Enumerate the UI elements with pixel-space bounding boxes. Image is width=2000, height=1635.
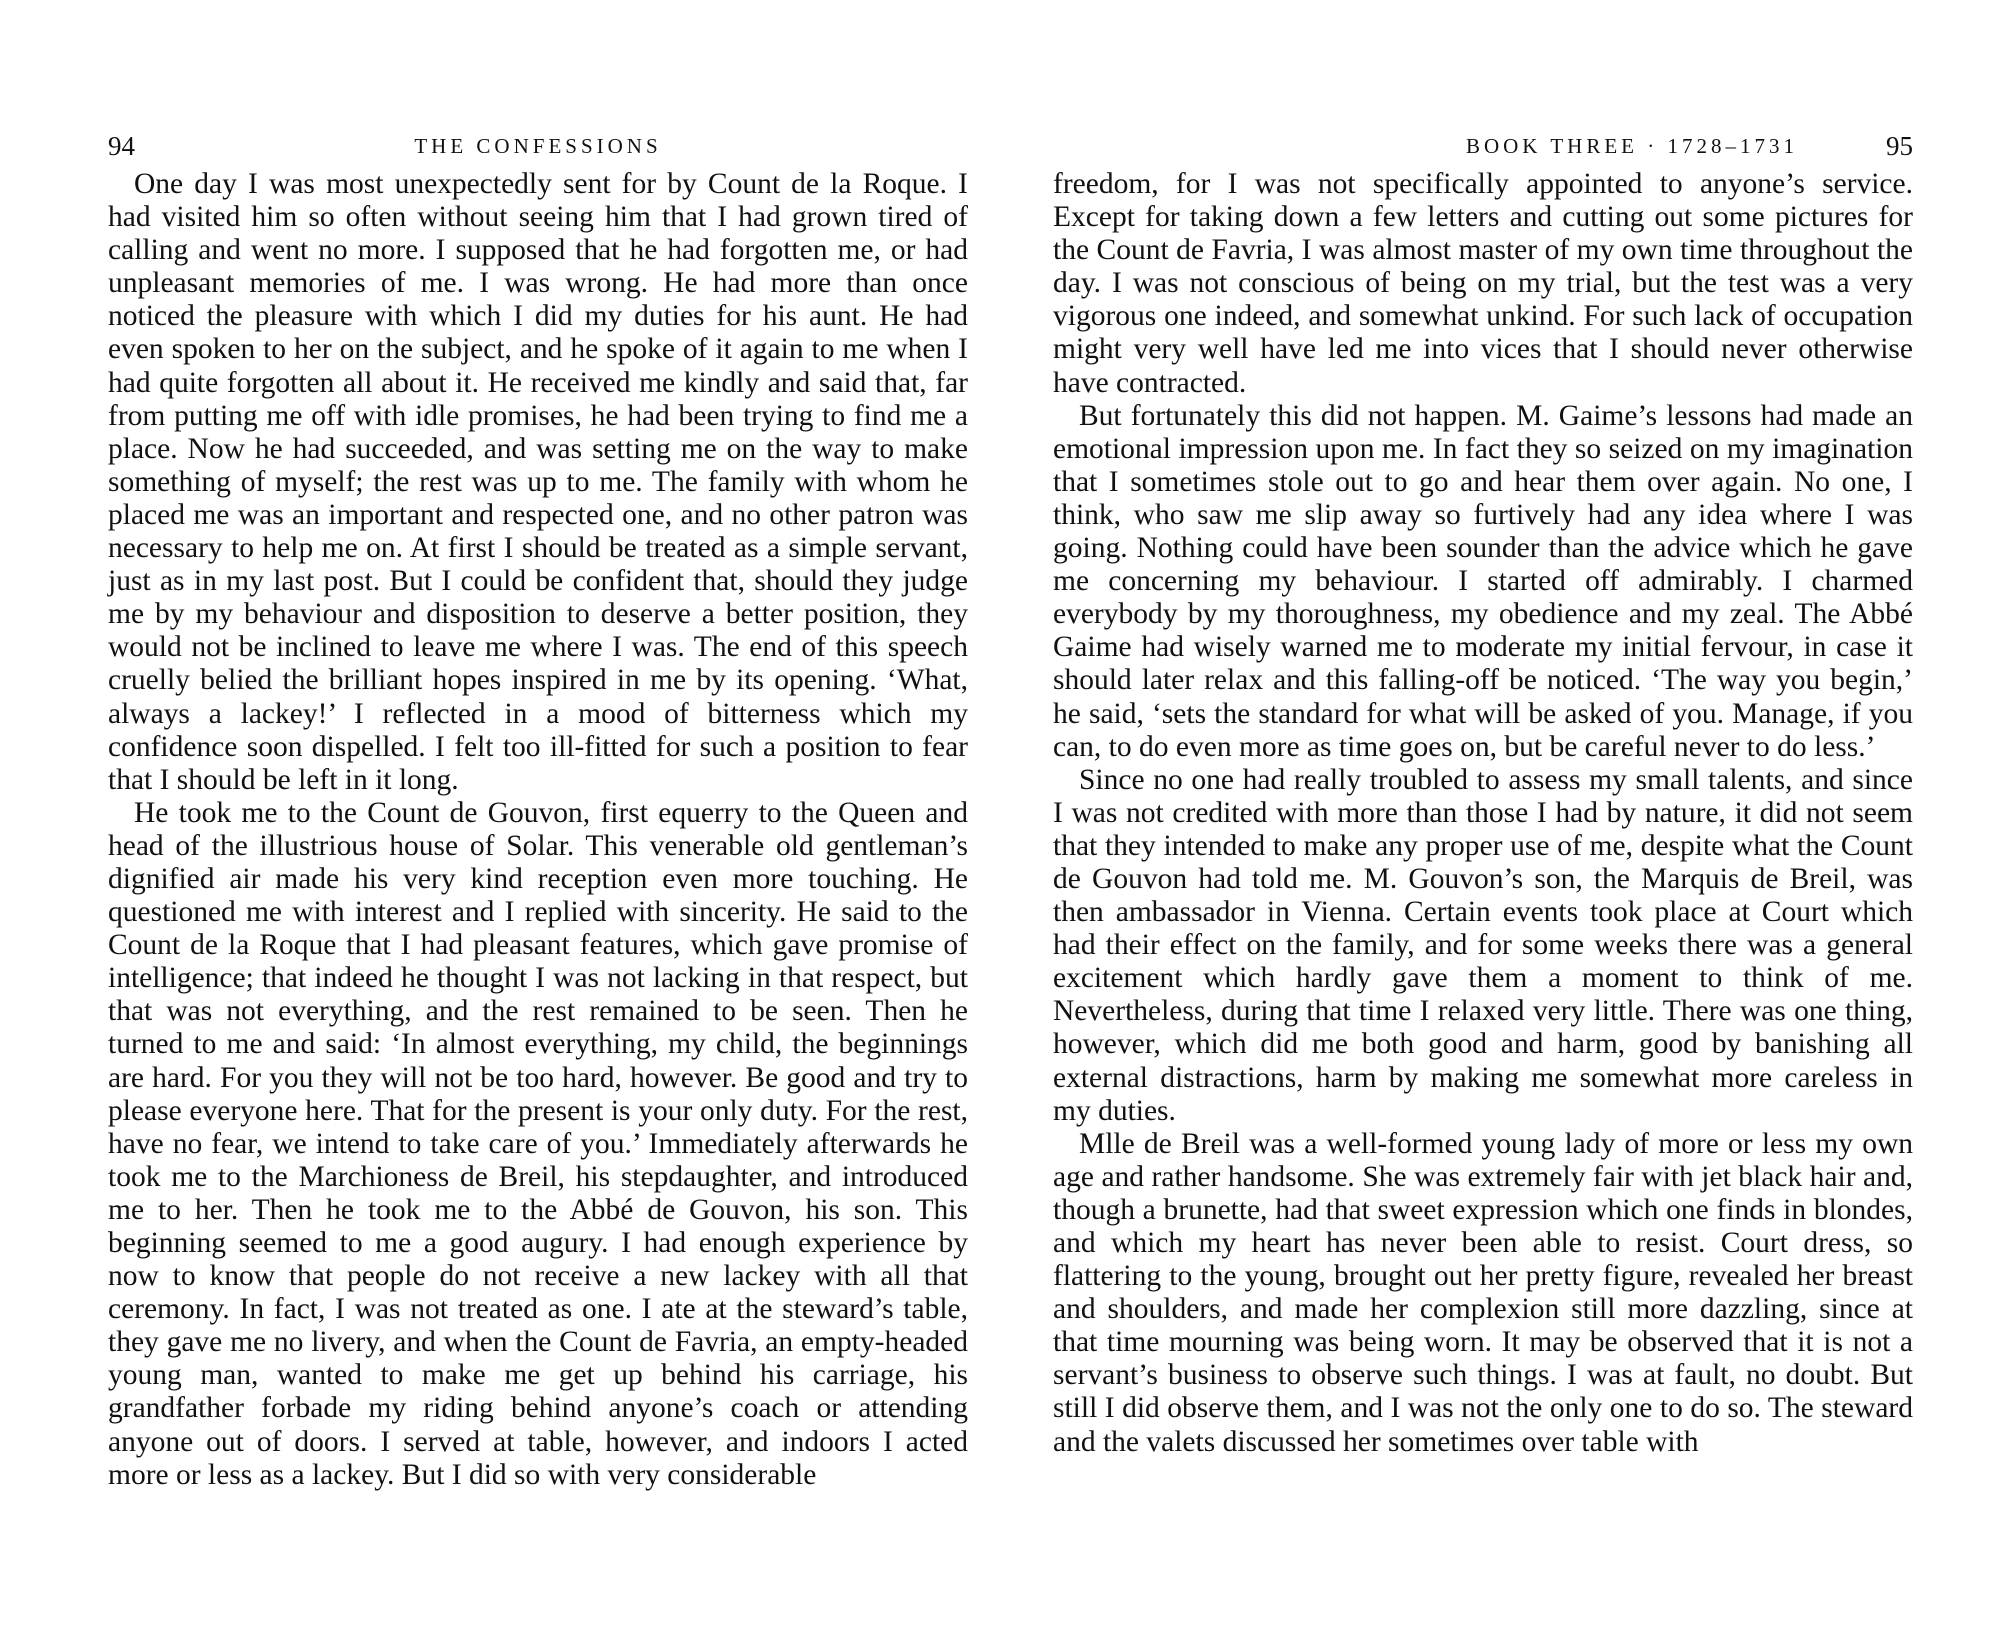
left-page xyxy=(108,128,968,1492)
right-page xyxy=(1053,128,1913,1459)
page-number-right: 95 xyxy=(1886,131,1913,161)
running-head-title-right: BOOK THREE · 1728–1731 xyxy=(1465,134,1798,158)
running-head-title-left: THE CONFESSIONS xyxy=(414,134,662,158)
page-number-left: 94 xyxy=(108,131,135,161)
continuation-paragraph: freedom, for I was not specifically appointed to anyone’s service. Except for taking down a few letters and cutting out some pictures for the Count de Favria, I was almost master of my own time throughout the day. I was not conscious of being on my trial, but the test was a very vigorous one indeed, and somewhat unkind. For such lack of occupation might very well have led me into vices that I should never otherwise have contracted. xyxy=(1053,168,1913,399)
paragraph: He took me to the Count de Gouvon, first equerry to the Queen and head of the illustrious house of Solar. This venerable old gentleman’s dignified air made his very kind reception even more touching. He questioned me with interest and I replied with sincerity. He said to the Count de la Roque that I had pleasant features, which gave promise of intelligence; that indeed he thought I was not lacking in that respect, but that was not everything, and the rest remained to be seen. Then he turned to me and said: ‘In almost everything, my child, the beginnings are hard. For you they will not be too hard, however. Be good and try to please everyone here. That for the present is your only duty. For the rest, have no fear, we intend to take care of you.’ Immediately afterwards he took me to the Marchioness de Breil, his stepdaughter, and introduced me to her. Then he took me to the Abbé de Gouvon, his son. This beginning seemed to me a good augury. I had enough experience by now to know that people do not receive a new lackey with all that ceremony. In fact, I was not treated as one. I ate at the steward’s table, they gave me no livery, and when the Count de Favria, an empty-headed young man, wanted to make me get up behind his carriage, his grandfather forbade my riding behind anyone’s coach or attending anyone out of doors. I served at table, however, and indoors I acted more or less as a lackey. But I did so with very considerable xyxy=(108,796,968,1491)
paragraph: But fortunately this did not happen. M. Gaime’s lessons had made an emotional impression upon me. In fact they so seized on my imagination that I sometimes stole out to go and hear them over again. No one, I think, who saw me slip away so furtively had any idea where I was going. Nothing could have been sounder than the advice which he gave me concerning my behaviour. I started off admirably. I charmed everybody by my thoroughness, my obedience and my zeal. The Abbé Gaime had wisely warned me to moderate my initial fervour, in case it should later relax and this falling-off be noticed. ‘The way you begin,’ he said, ‘sets the standard for what will be asked of you. Manage, if you can, to do even more as time goes on, but be careful never to do less.’ xyxy=(1053,399,1913,763)
paragraph: Mlle de Breil was a well-formed young lady of more or less my own age and rather handsome. She was extremely fair with jet black hair and, though a brunette, had that sweet expression which one finds in blondes, and which my heart has never been able to resist. Court dress, so flattering to the young, brought out her pretty figure, revealed her breast and shoulders, and made her complexion still more dazzling, since at that time mourning was being worn. It may be observed that it is not a servant’s business to observe such things. I was at fault, no doubt. But still I did observe them, and I was not the only one to do so. The steward and the valets discussed her sometimes over table with xyxy=(1053,1127,1913,1458)
paragraph: One day I was most unexpectedly sent for by Count de la Roque. I had visited him so often without seeing him that I had grown tired of calling and went no more. I supposed that he had forgotten me, or had unpleasant memories of me. I was wrong. He had more than once noticed the pleasure with which I did my duties for his aunt. He had even spoken to her on the subject, and he spoke of it again to me when I had quite forgotten all about it. He received me kindly and said that, far from putting me off with idle promises, he had been trying to find me a place. Now he had succeeded, and was setting me on the way to make something of myself; the rest was up to me. The family with whom he placed me was an important and respected one, and no other patron was necessary to help me on. At first I should be treated as a simple servant, just as in my last post. But I could be confident that, should they judge me by my behaviour and disposition to deserve a better position, they would not be inclined to leave me where I was. The end of this speech cruelly belied the brilliant hopes inspired in me by its opening. ‘What, always a lackey!’ I reflected in a mood of bitterness which my confidence soon dispelled. I felt too ill-fitted for such a position to fear that I should be left in it long. xyxy=(108,168,968,796)
left-page-body xyxy=(108,168,968,1492)
left-running-head xyxy=(108,128,968,164)
right-running-head xyxy=(1053,128,1913,164)
right-page-body xyxy=(1053,168,1913,1459)
paragraph: Since no one had really troubled to assess my small talents, and since I was not credited with more than those I had by nature, it did not seem that they intended to make any proper use of me, despite what the Count de Gouvon had told me. M. Gouvon’s son, the Marquis de Breil, was then ambassador in Vienna. Certain events took place at Court which had their effect on the family, and for some weeks there was a general excitement which hardly gave them a moment to think of me. Nevertheless, during that time I relaxed very little. There was one thing, however, which did me both good and harm, good by banishing all external distractions, harm by making me somewhat more careless in my duties. xyxy=(1053,763,1913,1127)
